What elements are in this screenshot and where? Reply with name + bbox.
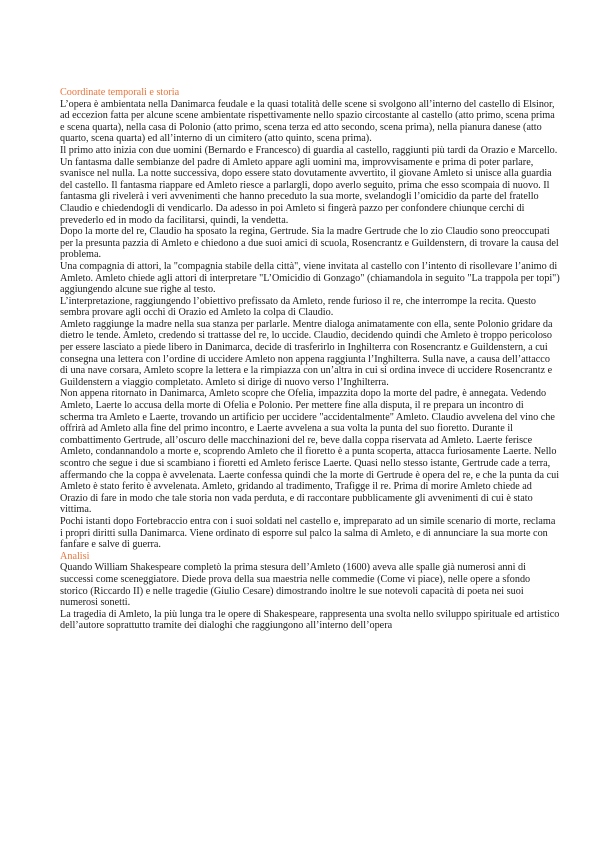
paragraph: Non appena ritornato in Danimarca, Amleto scopre che Ofelia, impazzita dopo la morte del padre, è annegata. Vedendo Amleto, Laerte lo accusa della morte di Ofelia e Polonio. Per mettere fine alla disputa, il re prepara un incontro di scherma tra Amleto e Laerte, trovando un artificio per uccidere "accidentalmente" Amleto. Claudio avvelena del vino che offrirà ad Amleto alla fine del primo incontro, e Laerte avvelena a sua volta la punta del suo fioretto. Durante il combattimento Gertrude, all’oscuro delle macchinazioni del re, beve dalla coppa riservata ad Amleto. Laerte ferisce Amleto, condannandolo a morte e, scoprendo Amleto che il fioretto è a punta scoperta, attacca furiosamente Laerte. Nello scontro che segue i due si scambiano i fioretti ed Amleto ferisce Laerte. Quasi nello stesso istante, Gertrude cade a terra, affermando che la coppa è avvelenata. Laerte confessa quindi che la morte di Gertrude è opera del re, e che la punta da cui Amleto è stato ferito è avvelenata. Amleto, gridando al tradimento, Trafigge il re. Prima di morire Amleto chiede ad Orazio di fare in modo che tale storia non vada perduta, e di raccontare pubblicamente gli avvenimenti di cui è stato vittima. bbox=[60, 388, 560, 516]
paragraph: Dopo la morte del re, Claudio ha sposato la regina, Gertrude. Sia la madre Gertrude che lo zio Claudio sono preoccupati per la presunta pazzia di Amleto e chiedono a due suoi amici di scuola, Rosencrantz e Guildenstern, di trovare la causa del problema. bbox=[60, 226, 559, 261]
paragraph: La tragedia di Amleto, la più lunga tra le opere di Shakespeare, rappresenta una svolta nello sviluppo spirituale ed artistico dell’autore soprattutto tramite dei dialoghi che raggiungono all’interno dell’opera bbox=[60, 608, 560, 632]
section-coordinate bbox=[60, 87, 560, 551]
paragraph: L’opera è ambientata nella Danimarca feudale e la quasi totalità delle scene si svolgono all’interno del castello di Elsinor, ad eccezion fatta per alcune scene ambientate rispettivamente nello spazio circostante al castello (atto primo, scena prima e scena quarta), nella casa di Polonio (atto primo, scena terza ed atto secondo, scena prima), nella pianura danese (atto quarto, scena quarta) ed all’interno di un cimitero (atto quinto, scena prima). bbox=[60, 98, 555, 145]
paragraph: Amleto raggiunge la madre nella sua stanza per parlarle. Mentre dialoga animatamente con ella, sente Polonio gridare da dietro le tende. Amleto, credendo si trattasse del re, lo uccide. Claudio, decidendo quindi che Amleto è troppo pericoloso per essere lasciato a piede libero in Danimarca, decide di trasferirlo in Inghilterra con Rosencrantz e Guildenstern, a cui consegna una lettera con l’ordine di uccidere Amleto non appena raggiunta l’Inghilterra. Sulla nave, a causa dell’attacco di una nave corsara, Amleto scopre la lettera e la rimpiazza con un’altra in cui si ordina invece di uccidere Rosencrantz e Guildenstern a viaggio completato. Amleto si dirige di nuovo verso l’Inghilterra. bbox=[60, 318, 553, 388]
section-analisi bbox=[60, 551, 560, 632]
section-heading: Analisi bbox=[60, 550, 90, 562]
paragraph: Il primo atto inizia con due uomini (Bernardo e Francesco) di guardia al castello, raggiunti più tardi da Orazio e Marcello. Un fantasma dalle sembianze del padre di Amleto appare agli uomini ma, improvvisamente e prima di poter parlare, svanisce nel nulla. La notte successiva, dopo essere stato dovutamente avvertito, il giovane Amleto si unisce alla guardia del castello. Il fantasma riappare ed Amleto riesce a parlargli, dopo averlo seguito, prima che esso scompaia di nuovo. Il fantasma gli rivelerà i veri avvenimenti che hanno preceduto la sua morte, svelandogli l’omicidio da parte del fratello Claudio e chiedendogli di vendicarlo. Da adesso in poi Amleto si fingerà pazzo per confondere chiunque cerchi di prevederlo ed in modo da facilitarsi, quindi, la vendetta. bbox=[60, 144, 558, 226]
paragraph: L’interpretazione, raggiungendo l’obiettivo prefissato da Amleto, rende furioso il re, che interrompe la recita. Questo sembra provare agli occhi di Orazio ed Amleto la colpa di Claudio. bbox=[60, 295, 537, 319]
paragraph: Pochi istanti dopo Fortebraccio entra con i suoi soldati nel castello e, impreparato ad un simile scenario di morte, reclama i propri diritti sulla Danimarca. Viene ordinato di esporre sul palco la salma di Amleto, e di annunciare la sua morte con fanfare e salve di guerra. bbox=[60, 515, 556, 551]
paragraph: Una compagnia di attori, la "compagnia stabile della città", viene invitata al castello con l’intento di risollevare l’animo di Amleto. Amleto chiede agli attori di interpretare "L’Omicidio di Gonzago" (chiamandola in seguito "La trappola per topi") aggiungendo alcune sue righe al testo. bbox=[60, 260, 560, 296]
paragraph: Quando William Shakespeare completò la prima stesura dell’Amleto (1600) aveva alle spalle già numerosi anni di successi come sceneggiatore. Diede prova della sua maestria nelle commedie (Come vi piace), nelle opere a sfondo storico (Riccardo II) e nelle tragedie (Giulio Cesare) dimostrando inoltre le sue notevoli capacità di poeta nei suoi numerosi sonetti. bbox=[60, 562, 531, 609]
section-heading: Coordinate temporali e storia bbox=[60, 87, 180, 98]
